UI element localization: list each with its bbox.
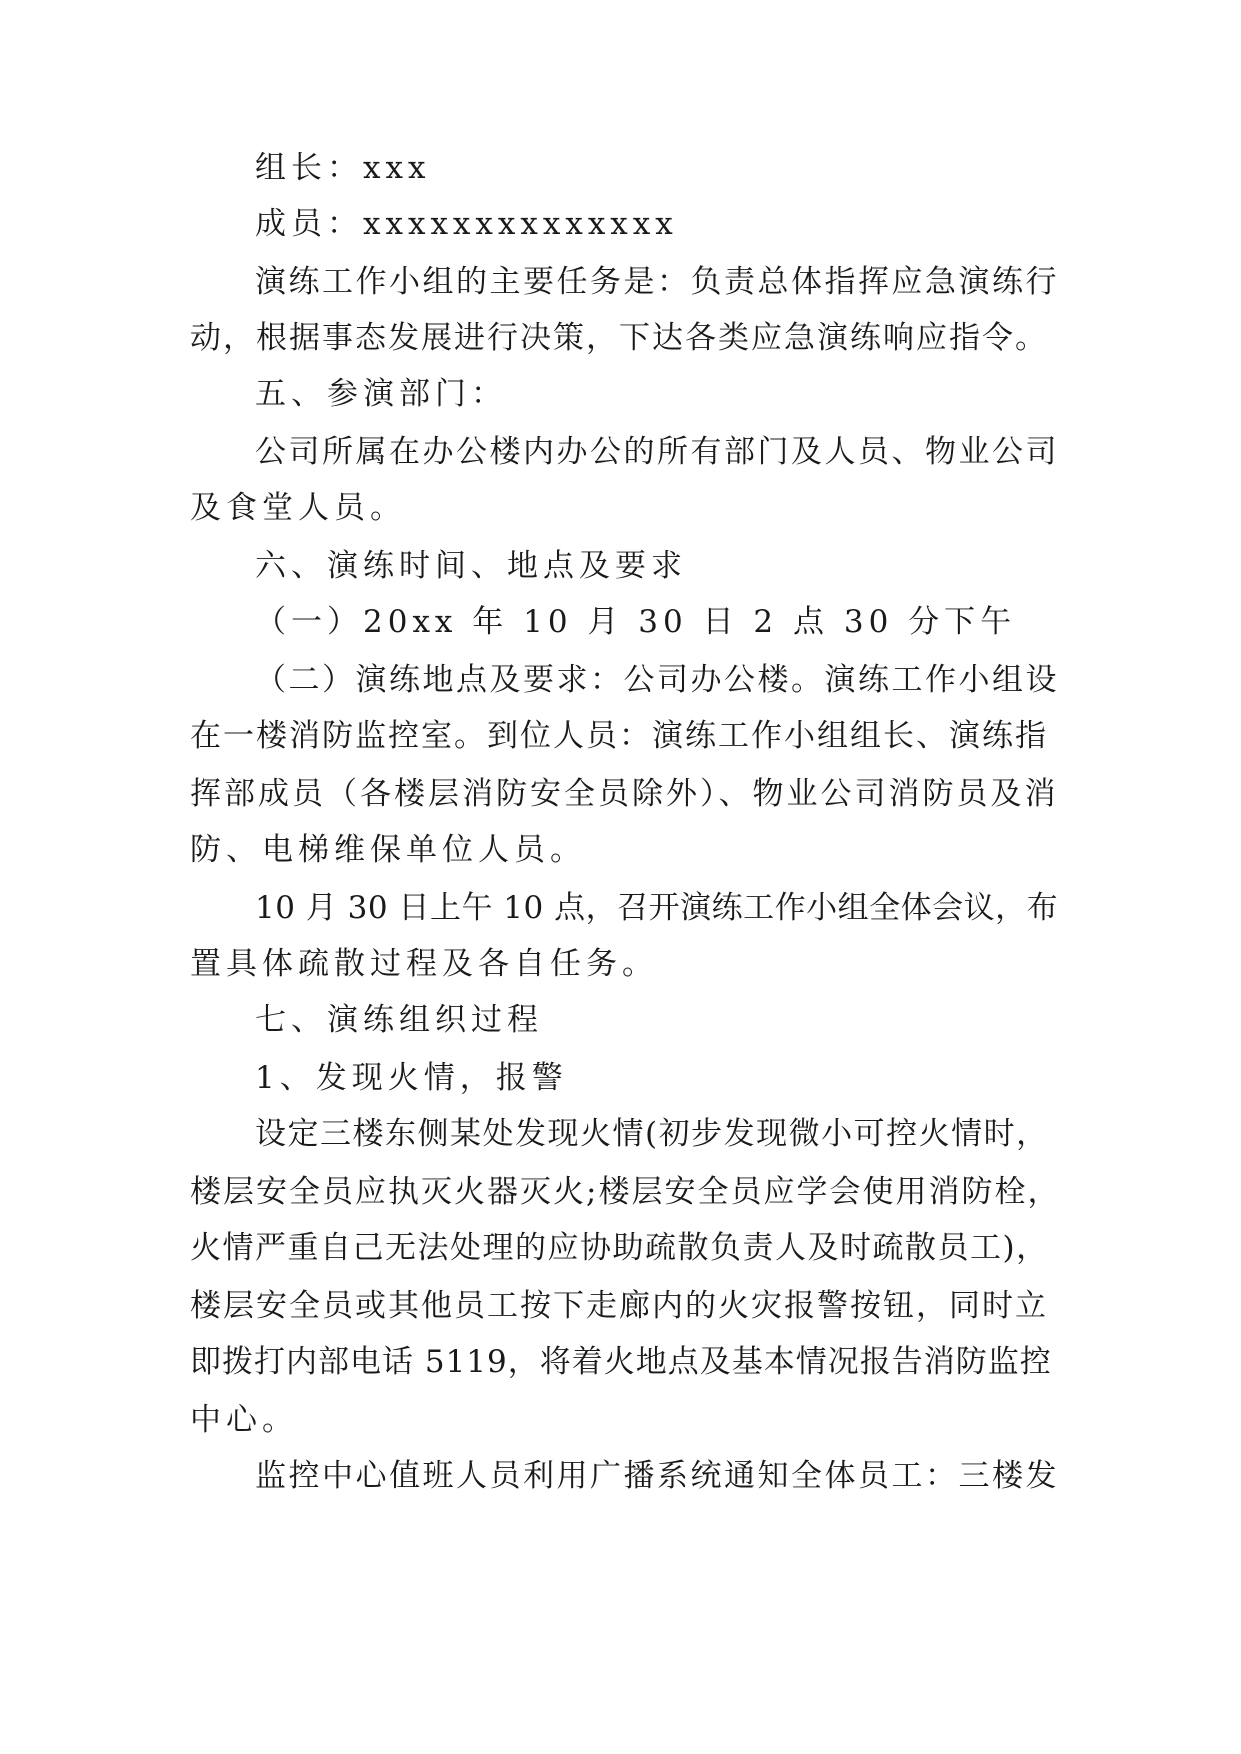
text-line: 1、发现火情，报警 [255,1060,568,1096]
text-line: 挥部成员（各楼层消防安全员除外）、物业公司消防员及消 [190,776,1059,812]
text-line: 中心。 [190,1402,298,1438]
text-line: 即拨打内部电话 5119，将着火地点及基本情况报告消防监控 [190,1344,1052,1380]
section-heading: 五、参演部门： [255,376,507,412]
text-line: 公司所属在办公楼内办公的所有部门及人员、物业公司 [255,434,1059,470]
text-line: 设定三楼东侧某处发现火情(初步发现微小可控火情时， [255,1116,1049,1152]
text-line: 楼层安全员应执灭火器灭火;楼层安全员应学会使用消防栓， [190,1174,1061,1210]
text-line: 成员：xxxxxxxxxxxxxx [255,206,678,242]
text-line: 置具体疏散过程及各自任务。 [190,946,658,982]
text-line: 在一楼消防监控室。到位人员：演练工作小组组长、演练指 [190,718,1048,754]
text-line: 10 月 30 日上午 10 点，召开演练工作小组全体会议，布 [255,890,1059,926]
text-line: 防、电梯维保单位人员。 [190,832,586,868]
text-line: 楼层安全员或其他员工按下走廊内的火灾报警按钮，同时立 [190,1288,1048,1324]
text-line: 监控中心值班人员利用广播系统通知全体员工：三楼发 [255,1458,1059,1494]
text-line: 火情严重自己无法处理的应协助疏散负责人及时疏散员工)， [190,1230,1049,1266]
text-line: 组长：xxx [255,150,431,186]
text-line: （一）20xx 年 10 月 30 日 2 点 30 分下午 [255,604,1017,640]
text-line: 演练工作小组的主要任务是：负责总体指挥应急演练行 [255,264,1059,300]
section-heading: 六、演练时间、地点及要求 [255,548,687,584]
text-line: （二）演练地点及要求：公司办公楼。演练工作小组设 [255,662,1059,698]
text-line: 动，根据事态发展进行决策，下达各类应急演练响应指令。 [190,320,1048,356]
section-heading: 七、演练组织过程 [255,1002,543,1038]
text-line: 及食堂人员。 [190,490,406,526]
